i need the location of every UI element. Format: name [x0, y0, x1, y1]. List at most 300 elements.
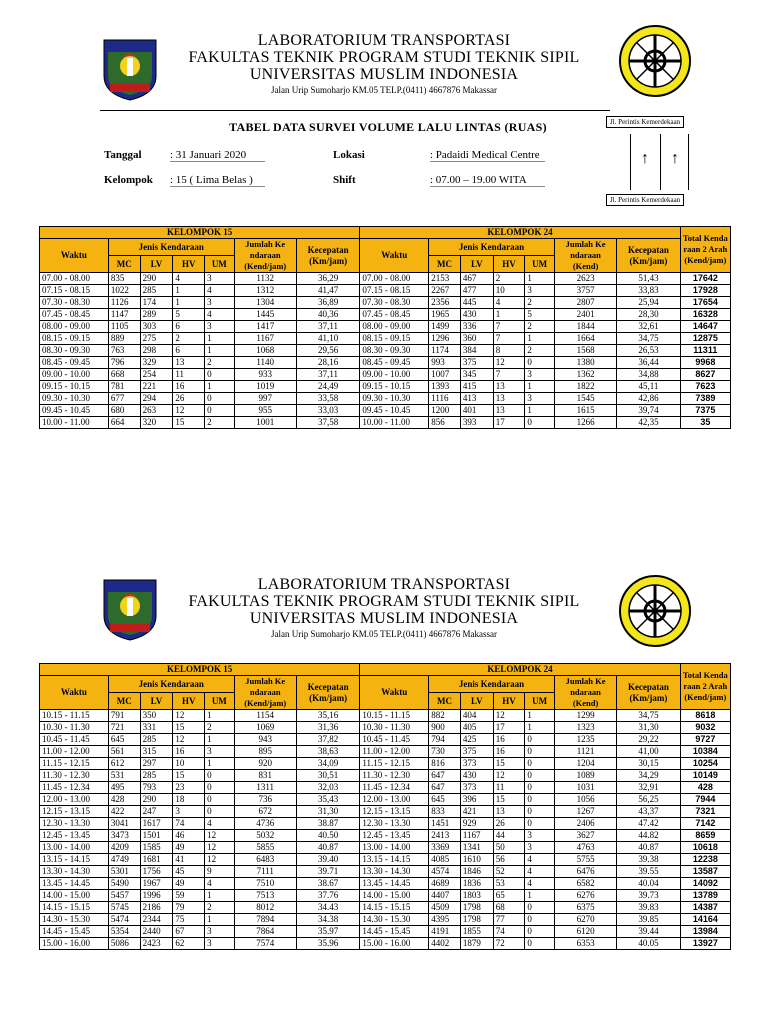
kelompok-value: : 15 ( Lima Belas ): [170, 174, 265, 187]
table-row: [40, 782, 731, 794]
table-cell: 6: [173, 321, 205, 333]
table-cell: 32,03: [296, 782, 359, 794]
header-address: Jalan Urip Sumoharjo KM.05 TELP.(0411) 4667876 Makassar: [271, 85, 497, 95]
table-cell: 7513: [234, 890, 296, 902]
table-row: [40, 369, 731, 381]
table-cell: 1499: [429, 321, 461, 333]
table-cell: 10.45 - 11.45: [360, 734, 429, 746]
table-cell: 221: [140, 381, 173, 393]
table-cell: 9727: [680, 734, 730, 746]
table-cell: 396: [460, 794, 493, 806]
table-cell: 4: [525, 866, 555, 878]
table-cell: 2423: [140, 938, 173, 950]
lokasi-value: : Padaidi Medical Centre: [430, 149, 545, 162]
table-cell: 41,00: [617, 746, 680, 758]
table-cell: 1681: [140, 854, 173, 866]
table-cell: 3: [525, 842, 555, 854]
table-cell: 12875: [680, 333, 730, 345]
table-cell: 72: [493, 938, 525, 950]
table-cell: 36,89: [296, 297, 359, 309]
table-cell: 28,30: [617, 309, 680, 321]
table-cell: 997: [234, 393, 296, 405]
table-cell: 12.30 - 13.30: [40, 818, 109, 830]
table-cell: 43,37: [617, 806, 680, 818]
table-cell: 5490: [108, 878, 140, 890]
table-cell: 2153: [429, 273, 461, 285]
table-cell: 10.00 - 11.00: [360, 417, 429, 429]
table-cell: 1204: [554, 758, 616, 770]
table-cell: 645: [429, 794, 461, 806]
table-cell: 08.15 - 09.15: [360, 333, 429, 345]
table-cell: 5354: [108, 926, 140, 938]
table-cell: 40.87: [296, 842, 359, 854]
table-cell: 3: [205, 938, 235, 950]
table-cell: 1154: [234, 710, 296, 722]
jenis-header: Jenis Kendaraan: [429, 676, 555, 693]
mc-header: MC: [429, 256, 461, 273]
table-row: [40, 273, 731, 285]
header-2: [0, 576, 768, 640]
table-cell: 17: [493, 722, 525, 734]
table-cell: 174: [140, 297, 173, 309]
header-1: [0, 32, 768, 96]
table-row: [40, 297, 731, 309]
table-cell: 4763: [554, 842, 616, 854]
table-cell: 7894: [234, 914, 296, 926]
table-cell: 15: [173, 722, 205, 734]
table-cell: 0: [525, 806, 555, 818]
mc-header: MC: [108, 256, 140, 273]
table-cell: 263: [140, 405, 173, 417]
table-cell: 2401: [554, 309, 616, 321]
survey-title: TABEL DATA SURVEI VOLUME LALU LINTAS (RUAS): [229, 120, 547, 134]
table-cell: 2413: [429, 830, 461, 842]
table-cell: 350: [140, 710, 173, 722]
table-cell: 14.15 - 15.15: [40, 902, 109, 914]
table-cell: 1844: [554, 321, 616, 333]
waktu-header: Waktu: [40, 676, 109, 710]
table-cell: 1855: [460, 926, 493, 938]
table-cell: 08.30 - 09.30: [40, 345, 109, 357]
table-cell: 668: [108, 369, 140, 381]
header-line1: LABORATORIUM TRANSPORTASI: [257, 32, 511, 49]
table-cell: 12.00 - 13.00: [40, 794, 109, 806]
table-cell: 13.45 - 14.45: [360, 878, 429, 890]
table-cell: 16328: [680, 309, 730, 321]
table-cell: 7389: [680, 393, 730, 405]
table-cell: 4574: [429, 866, 461, 878]
table-cell: 955: [234, 405, 296, 417]
table-cell: 1116: [429, 393, 461, 405]
table-cell: 10149: [680, 770, 730, 782]
table-cell: 37,58: [296, 417, 359, 429]
table-cell: 12.45 - 13.45: [40, 830, 109, 842]
table-cell: 730: [429, 746, 461, 758]
table-cell: 816: [429, 758, 461, 770]
table-cell: 1836: [460, 878, 493, 890]
table-cell: 1126: [108, 297, 140, 309]
table-cell: 3: [205, 926, 235, 938]
table-cell: 41: [173, 854, 205, 866]
table-cell: 1019: [234, 381, 296, 393]
table-cell: 2: [525, 297, 555, 309]
table-cell: 09.45 - 10.45: [40, 405, 109, 417]
table-cell: 14647: [680, 321, 730, 333]
table-cell: 1: [205, 345, 235, 357]
table-cell: 0: [525, 926, 555, 938]
table-cell: 1323: [554, 722, 616, 734]
table-cell: 721: [108, 722, 140, 734]
table-cell: 07.15 - 08.15: [360, 285, 429, 297]
waktu-header: Waktu: [360, 239, 429, 273]
kecepatan-header: Kecepatan (Km/jam): [617, 676, 680, 710]
table-cell: 835: [108, 273, 140, 285]
table-cell: 7864: [234, 926, 296, 938]
table-cell: 13789: [680, 890, 730, 902]
table-cell: 07.30 - 08.30: [360, 297, 429, 309]
table-cell: 75: [173, 914, 205, 926]
table-cell: 680: [108, 405, 140, 417]
table-cell: 5457: [108, 890, 140, 902]
table-cell: 39.55: [617, 866, 680, 878]
table-cell: 1341: [460, 842, 493, 854]
table-cell: 831: [234, 770, 296, 782]
table-cell: 384: [460, 345, 493, 357]
table-cell: 14.30 - 15.30: [360, 914, 429, 926]
table-row: [40, 830, 731, 842]
table-cell: 1: [525, 710, 555, 722]
table-cell: 1069: [234, 722, 296, 734]
table-cell: 13587: [680, 866, 730, 878]
table-cell: 26,53: [617, 345, 680, 357]
table-cell: 08.15 - 09.15: [40, 333, 109, 345]
table-cell: 11: [173, 369, 205, 381]
table-cell: 12: [205, 830, 235, 842]
table-cell: 415: [460, 381, 493, 393]
table-cell: 664: [108, 417, 140, 429]
table-cell: 3: [173, 806, 205, 818]
table-cell: 10.00 - 11.00: [40, 417, 109, 429]
table-cell: 11.00 - 12.00: [40, 746, 109, 758]
table-cell: 1031: [554, 782, 616, 794]
table-cell: 39.38: [617, 854, 680, 866]
table-cell: 1: [205, 734, 235, 746]
table-cell: 1501: [140, 830, 173, 842]
mc-header: MC: [108, 693, 140, 710]
kecepatan-header: Kecepatan (Km/jam): [617, 239, 680, 273]
table-cell: 3: [525, 393, 555, 405]
table-cell: 1: [205, 890, 235, 902]
table-cell: 09.30 - 10.30: [360, 393, 429, 405]
table-cell: 3757: [554, 285, 616, 297]
jumlah-header: Jumlah Ke ndaraan (Kend): [554, 239, 616, 273]
table-cell: 2807: [554, 297, 616, 309]
table-cell: 10: [493, 285, 525, 297]
table-cell: 1417: [234, 321, 296, 333]
table-cell: 11.15 - 12.15: [360, 758, 429, 770]
table-cell: 32,61: [617, 321, 680, 333]
table-cell: 11.30 - 12.30: [360, 770, 429, 782]
table-cell: 8659: [680, 830, 730, 842]
table-cell: 08.45 - 09.45: [40, 357, 109, 369]
table-cell: 35.97: [296, 926, 359, 938]
table-cell: 4085: [429, 854, 461, 866]
table-row: [40, 285, 731, 297]
table-cell: 882: [429, 710, 461, 722]
table-cell: 1: [205, 333, 235, 345]
table-cell: 07.00 - 08.00: [360, 273, 429, 285]
table-cell: 10.45 - 11.45: [40, 734, 109, 746]
table-cell: 1132: [234, 273, 296, 285]
table-cell: 74: [493, 926, 525, 938]
table-cell: 2: [205, 902, 235, 914]
table-cell: 1: [525, 722, 555, 734]
um-header: UM: [205, 693, 235, 710]
table-cell: 1: [205, 758, 235, 770]
table-cell: 1798: [460, 902, 493, 914]
table-cell: 1380: [554, 357, 616, 369]
table-cell: 13.15 - 14.15: [360, 854, 429, 866]
table-cell: 404: [460, 710, 493, 722]
table-cell: 11.15 - 12.15: [40, 758, 109, 770]
table-cell: 422: [108, 806, 140, 818]
table-cell: 13984: [680, 926, 730, 938]
table-cell: 7510: [234, 878, 296, 890]
table-cell: 34,88: [617, 369, 680, 381]
table-cell: 2186: [140, 902, 173, 914]
table-cell: 17642: [680, 273, 730, 285]
table-cell: 298: [140, 345, 173, 357]
um-header: UM: [525, 256, 555, 273]
table-cell: 08.00 - 09.00: [360, 321, 429, 333]
table-cell: 09.30 - 10.30: [40, 393, 109, 405]
table-cell: 52: [493, 866, 525, 878]
hv-header: HV: [493, 693, 525, 710]
table-cell: 0: [205, 770, 235, 782]
table-cell: 1545: [554, 393, 616, 405]
table-cell: 15: [493, 794, 525, 806]
table-cell: 35.96: [296, 938, 359, 950]
table-cell: 294: [140, 393, 173, 405]
table-cell: 1362: [554, 369, 616, 381]
table-cell: 44.82: [617, 830, 680, 842]
table-cell: 9: [205, 866, 235, 878]
table-cell: 34.43: [296, 902, 359, 914]
table-cell: 77: [493, 914, 525, 926]
table-cell: 4509: [429, 902, 461, 914]
table-cell: 37,11: [296, 321, 359, 333]
table-cell: 647: [429, 770, 461, 782]
table-cell: 1879: [460, 938, 493, 950]
jumlah-header: Jumlah Ke ndaraan (Kend/jam): [234, 239, 296, 273]
table-cell: 08.00 - 09.00: [40, 321, 109, 333]
table-cell: 40,36: [296, 309, 359, 321]
table-cell: 39.44: [617, 926, 680, 938]
table-cell: 0: [205, 806, 235, 818]
table-cell: 07.00 - 08.00: [40, 273, 109, 285]
table-cell: 35,16: [296, 710, 359, 722]
table-cell: 1056: [554, 794, 616, 806]
table-cell: 40.50: [296, 830, 359, 842]
table-cell: 889: [108, 333, 140, 345]
table-cell: 467: [460, 273, 493, 285]
waktu-header: Waktu: [360, 676, 429, 710]
table-row: [40, 710, 731, 722]
table-cell: 38,63: [296, 746, 359, 758]
table-cell: 763: [108, 345, 140, 357]
table-cell: 29,56: [296, 345, 359, 357]
table-cell: 1: [525, 890, 555, 902]
arrow-up-icon: ↑: [671, 150, 679, 167]
table-cell: 15.00 - 16.00: [40, 938, 109, 950]
table-cell: 6582: [554, 878, 616, 890]
table-cell: 12: [205, 854, 235, 866]
table-cell: 09.45 - 10.45: [360, 405, 429, 417]
table-cell: 12: [493, 770, 525, 782]
table-cell: 793: [140, 782, 173, 794]
table-cell: 11.00 - 12.00: [360, 746, 429, 758]
table-cell: 12238: [680, 854, 730, 866]
table-cell: 5745: [108, 902, 140, 914]
mc-header: MC: [429, 693, 461, 710]
table-cell: 285: [140, 770, 173, 782]
table-cell: 68: [493, 902, 525, 914]
table-cell: 31,30: [296, 806, 359, 818]
table-cell: 336: [460, 321, 493, 333]
table-row: [40, 914, 731, 926]
table-cell: 13: [493, 405, 525, 417]
table-cell: 360: [460, 333, 493, 345]
table-row: [40, 758, 731, 770]
table-cell: 895: [234, 746, 296, 758]
table-cell: 1296: [429, 333, 461, 345]
table-row: [40, 321, 731, 333]
table-cell: 13.30 - 14.30: [360, 866, 429, 878]
lokasi-label: Lokasi: [333, 149, 365, 161]
table-cell: 13.15 - 14.15: [40, 854, 109, 866]
table-cell: 6476: [554, 866, 616, 878]
table-cell: 40.04: [617, 878, 680, 890]
lv-header: LV: [460, 693, 493, 710]
road-label-top: Jl. Perintis Kemerdekaan: [606, 116, 684, 128]
table-cell: 14.00 - 15.00: [40, 890, 109, 902]
table-cell: 7574: [234, 938, 296, 950]
table-cell: 6: [173, 345, 205, 357]
table-cell: 4209: [108, 842, 140, 854]
table-cell: 17928: [680, 285, 730, 297]
table-cell: 47.42: [617, 818, 680, 830]
table-cell: 1445: [234, 309, 296, 321]
table-cell: 10254: [680, 758, 730, 770]
jenis-header: Jenis Kendaraan: [429, 239, 555, 256]
table-cell: 1266: [554, 417, 616, 429]
kecepatan-header: Kecepatan (Km/jam): [296, 676, 359, 710]
table-cell: 1: [173, 297, 205, 309]
table-cell: 07.30 - 08.30: [40, 297, 109, 309]
table-cell: 6375: [554, 902, 616, 914]
table-cell: 4: [205, 878, 235, 890]
table-cell: 3473: [108, 830, 140, 842]
table-cell: 31,30: [617, 722, 680, 734]
table-cell: 37,82: [296, 734, 359, 746]
table-cell: 3: [525, 369, 555, 381]
table-cell: 26: [493, 818, 525, 830]
table-cell: 943: [234, 734, 296, 746]
table-cell: 25,94: [617, 297, 680, 309]
table-cell: 0: [205, 369, 235, 381]
hv-header: HV: [173, 256, 205, 273]
table-cell: 0: [525, 417, 555, 429]
table-cell: 36,29: [296, 273, 359, 285]
table-cell: 38.67: [296, 878, 359, 890]
table-cell: 33,58: [296, 393, 359, 405]
table-cell: 10: [173, 758, 205, 770]
table-cell: 0: [525, 746, 555, 758]
table-cell: 6120: [554, 926, 616, 938]
table-cell: 1617: [140, 818, 173, 830]
table-cell: 12: [173, 710, 205, 722]
table-cell: 23: [173, 782, 205, 794]
table-cell: 39.71: [296, 866, 359, 878]
table-cell: 0: [525, 818, 555, 830]
table-cell: 13: [173, 357, 205, 369]
table-cell: 7: [493, 369, 525, 381]
table-cell: 1105: [108, 321, 140, 333]
table-cell: 0: [525, 782, 555, 794]
table-cell: 14.45 - 15.45: [360, 926, 429, 938]
table-row: [40, 405, 731, 417]
table-row: [40, 722, 731, 734]
table-cell: 5474: [108, 914, 140, 926]
table-cell: 12.15 - 13.15: [360, 806, 429, 818]
jenis-header: Jenis Kendaraan: [108, 239, 234, 256]
table-cell: 4689: [429, 878, 461, 890]
table-cell: 1803: [460, 890, 493, 902]
um-header: UM: [525, 693, 555, 710]
table-cell: 10.15 - 11.15: [40, 710, 109, 722]
table-cell: 285: [140, 734, 173, 746]
table-cell: 4749: [108, 854, 140, 866]
table-cell: 39,74: [617, 405, 680, 417]
table-cell: 15: [173, 417, 205, 429]
table-cell: 7321: [680, 806, 730, 818]
table-cell: 9032: [680, 722, 730, 734]
road-label-bottom: Jl. Perintis Kemerdekaan: [606, 194, 684, 206]
total-header: Total Kenda raan 2 Arah (Kend/jam): [680, 227, 730, 273]
kecepatan-header: Kecepatan (Km/jam): [296, 239, 359, 273]
tanggal-value: : 31 Januari 2020: [170, 149, 265, 162]
table-cell: 12: [173, 405, 205, 417]
table-cell: 1585: [140, 842, 173, 854]
table-cell: 56,25: [617, 794, 680, 806]
table-cell: 1: [173, 285, 205, 297]
table-cell: 09.00 - 10.00: [40, 369, 109, 381]
table-cell: 1007: [429, 369, 461, 381]
table-cell: 331: [140, 722, 173, 734]
table-cell: 12.45 - 13.45: [360, 830, 429, 842]
table-cell: 7: [493, 321, 525, 333]
table-cell: 09.00 - 10.00: [360, 369, 429, 381]
table-cell: 7375: [680, 405, 730, 417]
header-line3: UNIVERSITAS MUSLIM INDONESIA: [249, 610, 519, 627]
table-cell: 285: [140, 285, 173, 297]
table-cell: 561: [108, 746, 140, 758]
table-cell: 65: [493, 890, 525, 902]
table-cell: 1: [525, 381, 555, 393]
table-cell: 8627: [680, 369, 730, 381]
table-cell: 0: [525, 770, 555, 782]
table-cell: 39.83: [617, 902, 680, 914]
